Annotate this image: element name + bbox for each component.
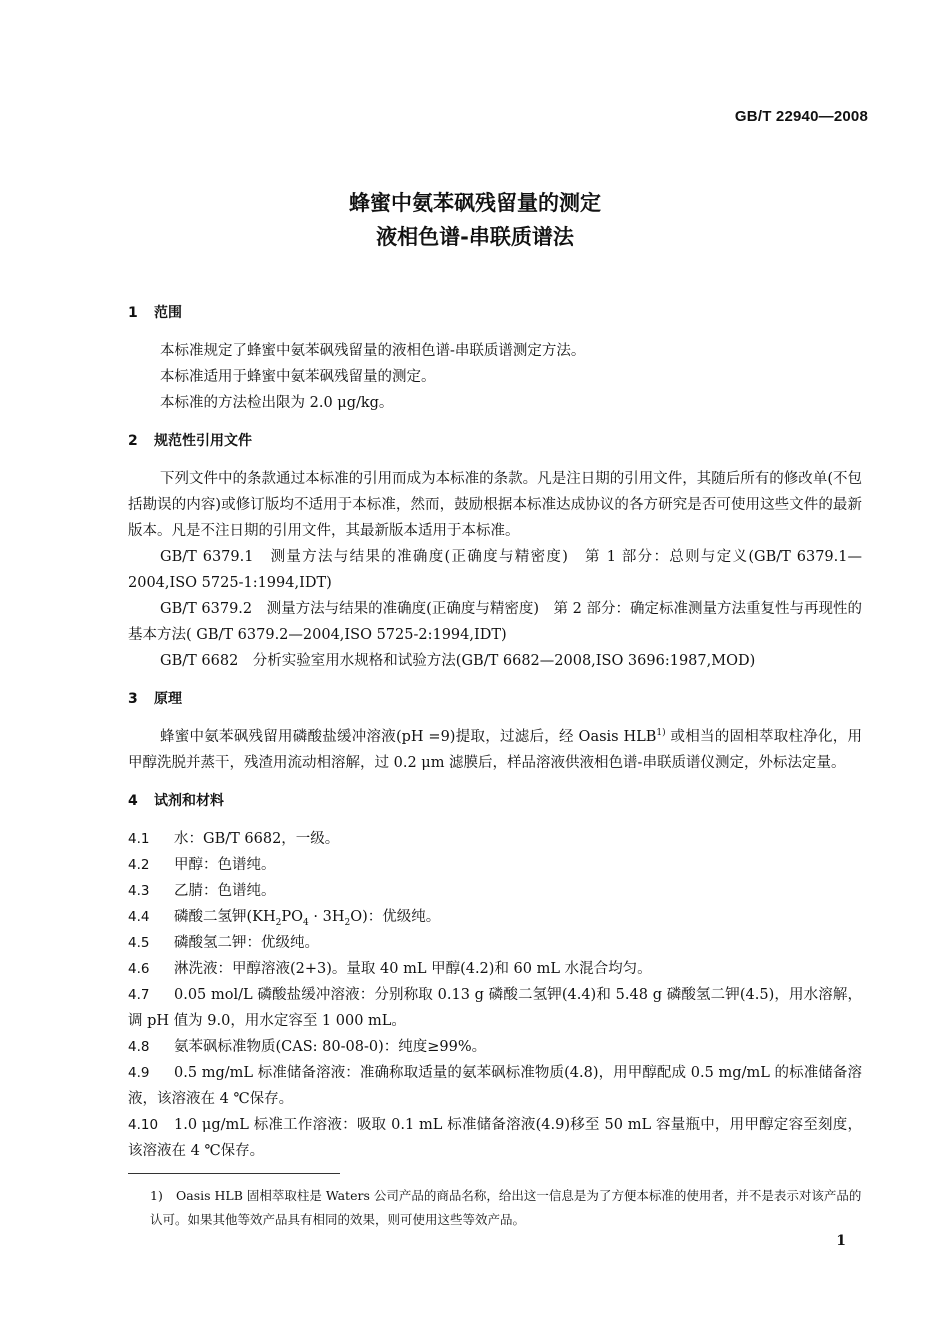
item-number: 4.9 bbox=[128, 1065, 150, 1081]
item-number: 4.6 bbox=[128, 961, 150, 977]
subscript: 4 bbox=[303, 917, 309, 928]
section-heading bbox=[128, 300, 862, 326]
item-number: 4.7 bbox=[128, 987, 150, 1003]
item-text: 淋洗液：甲醇溶液(2+3)。量取 40 mL 甲醇(4.2)和 60 mL 水混合均匀。 bbox=[174, 961, 652, 977]
item-number: 4.3 bbox=[128, 883, 150, 899]
section-title: 范围 bbox=[154, 305, 182, 321]
item-number: 4.8 bbox=[128, 1039, 150, 1055]
section-normative-references bbox=[128, 428, 862, 674]
item-text: 乙腈：色谱纯。 bbox=[174, 883, 276, 899]
text-run: 蜂蜜中氨苯砜残留用磷酸盐缓冲溶液(pH =9)提取，过滤后，经 Oasis HLB bbox=[160, 729, 657, 745]
section-heading bbox=[128, 788, 862, 814]
section-scope bbox=[128, 300, 862, 416]
subscript: 2 bbox=[344, 917, 351, 928]
footnote bbox=[150, 1184, 862, 1232]
item-number: 4.1 bbox=[128, 831, 150, 847]
item-text: 磷酸二氢钾(KH bbox=[174, 909, 276, 925]
item-text: 水：GB/T 6682，一级。 bbox=[174, 831, 340, 847]
item-text: PO bbox=[281, 909, 304, 925]
section-number: 1 bbox=[128, 305, 138, 321]
page-number: 1 bbox=[836, 1233, 846, 1249]
reference-entry: GB/T 6379.1 测量方法与结果的准确度(正确度与精密度) 第 1 部分：总则与定义(GB/T 6379.1—2004,ISO 5725-1:1994,IDT) bbox=[128, 549, 862, 591]
item-text: 0.05 mol/L 磷酸盐缓冲溶液：分别称取 0.13 g 磷酸二氢钾(4.4)和 5.48 g 磷酸氢二钾(4.5)，用水溶解，调 pH 值为 9.0，用水定容至 1 000 mL。 bbox=[128, 987, 862, 1029]
paragraph bbox=[128, 724, 862, 776]
item-text: · 3H bbox=[308, 909, 345, 925]
paragraph: 下列文件中的条款通过本标准的引用而成为本标准的条款。凡是注日期的引用文件，其随后所有的修改单(不包括勘误的内容)或修订版均不适用于本标准，然而，鼓励根据本标准达成协议的各方研究是否可使用这些文件的最新版本。凡是不注日期的引用文件，其最新版本适用于本标准。 bbox=[128, 471, 862, 539]
title-line-2: 液相色谱-串联质谱法 bbox=[376, 225, 574, 249]
paragraph: 本标准规定了蜂蜜中氨苯砜残留量的液相色谱-串联质谱测定方法。 bbox=[160, 343, 586, 359]
reagent-item bbox=[128, 1112, 862, 1164]
item-number: 4.2 bbox=[128, 857, 150, 873]
reference-entry: GB/T 6682 分析实验室用水规格和试验方法(GB/T 6682—2008,ISO 3696:1987,MOD) bbox=[160, 653, 756, 669]
item-text: 甲醇：色谱纯。 bbox=[174, 857, 276, 873]
reagent-item bbox=[128, 878, 862, 904]
title-line-1: 蜂蜜中氨苯砜残留量的测定 bbox=[349, 191, 601, 215]
footnote-number: 1) bbox=[150, 1188, 163, 1203]
standard-code: GB/T 22940—2008 bbox=[734, 108, 868, 125]
reagent-item bbox=[128, 1034, 862, 1060]
reference-entry: GB/T 6379.2 测量方法与结果的准确度(正确度与精密度) 第 2 部分：确定标准测量方法重复性与再现性的基本方法( GB/T 6379.2—2004,ISO 5725-2:1994,IDT) bbox=[128, 601, 862, 643]
reagent-item bbox=[128, 904, 862, 930]
item-number: 4.5 bbox=[128, 935, 150, 951]
paragraph: 本标准适用于蜂蜜中氨苯砜残留量的测定。 bbox=[160, 369, 436, 385]
section-reagents bbox=[128, 788, 862, 1164]
section-principle bbox=[128, 686, 862, 776]
item-text: O)：优级纯。 bbox=[350, 909, 441, 925]
item-text: 0.5 mg/mL 标准储备溶液：准确称取适量的氨苯砜标准物质(4.8)，用甲醇配成 0.5 mg/mL 的标准储备溶液，该溶液在 4 ℃保存。 bbox=[128, 1065, 862, 1107]
section-number: 3 bbox=[128, 691, 138, 707]
section-title: 试剂和材料 bbox=[154, 793, 224, 809]
footnote-marker: 1) bbox=[656, 728, 666, 739]
document-body bbox=[128, 300, 862, 1176]
section-heading bbox=[128, 428, 862, 454]
item-text: 磷酸氢二钾：优级纯。 bbox=[174, 935, 319, 951]
section-number: 4 bbox=[128, 793, 138, 809]
reagent-item bbox=[128, 982, 862, 1034]
item-text: 氨苯砜标准物质(CAS: 80-08-0)：纯度≥99%。 bbox=[174, 1039, 487, 1055]
subscript: 2 bbox=[275, 917, 282, 928]
paragraph: 本标准的方法检出限为 2.0 μg/kg。 bbox=[160, 395, 394, 411]
item-number: 4.10 bbox=[128, 1117, 159, 1133]
reagent-item bbox=[128, 826, 862, 852]
document-title bbox=[0, 186, 950, 254]
section-number: 2 bbox=[128, 433, 138, 449]
item-number: 4.4 bbox=[128, 909, 150, 925]
reagent-item bbox=[128, 930, 862, 956]
reagent-item bbox=[128, 956, 862, 982]
footnote-text: Oasis HLB 固相萃取柱是 Waters 公司产品的商品名称，给出这一信息是为了方便本标准的使用者，并不是表示对该产品的认可。如果其他等效产品具有相同的效果，则可使用这些等效产品。 bbox=[150, 1188, 862, 1227]
reagent-item bbox=[128, 852, 862, 878]
text-run: 或相当的固相萃取柱净化，用甲醇洗脱并蒸干，残渣用流动相溶解，过 0.2 μm 滤膜后，样品溶液供液相色谱-串联质谱仪测定，外标法定量。 bbox=[128, 729, 862, 771]
reagent-item bbox=[128, 1060, 862, 1112]
section-heading bbox=[128, 686, 862, 712]
footnote-divider bbox=[128, 1173, 340, 1174]
section-title: 规范性引用文件 bbox=[154, 433, 252, 449]
item-text: 1.0 μg/mL 标准工作溶液：吸取 0.1 mL 标准储备溶液(4.9)移至 50 mL 容量瓶中，用甲醇定容至刻度，该溶液在 4 ℃保存。 bbox=[128, 1117, 862, 1159]
section-title: 原理 bbox=[154, 691, 182, 707]
